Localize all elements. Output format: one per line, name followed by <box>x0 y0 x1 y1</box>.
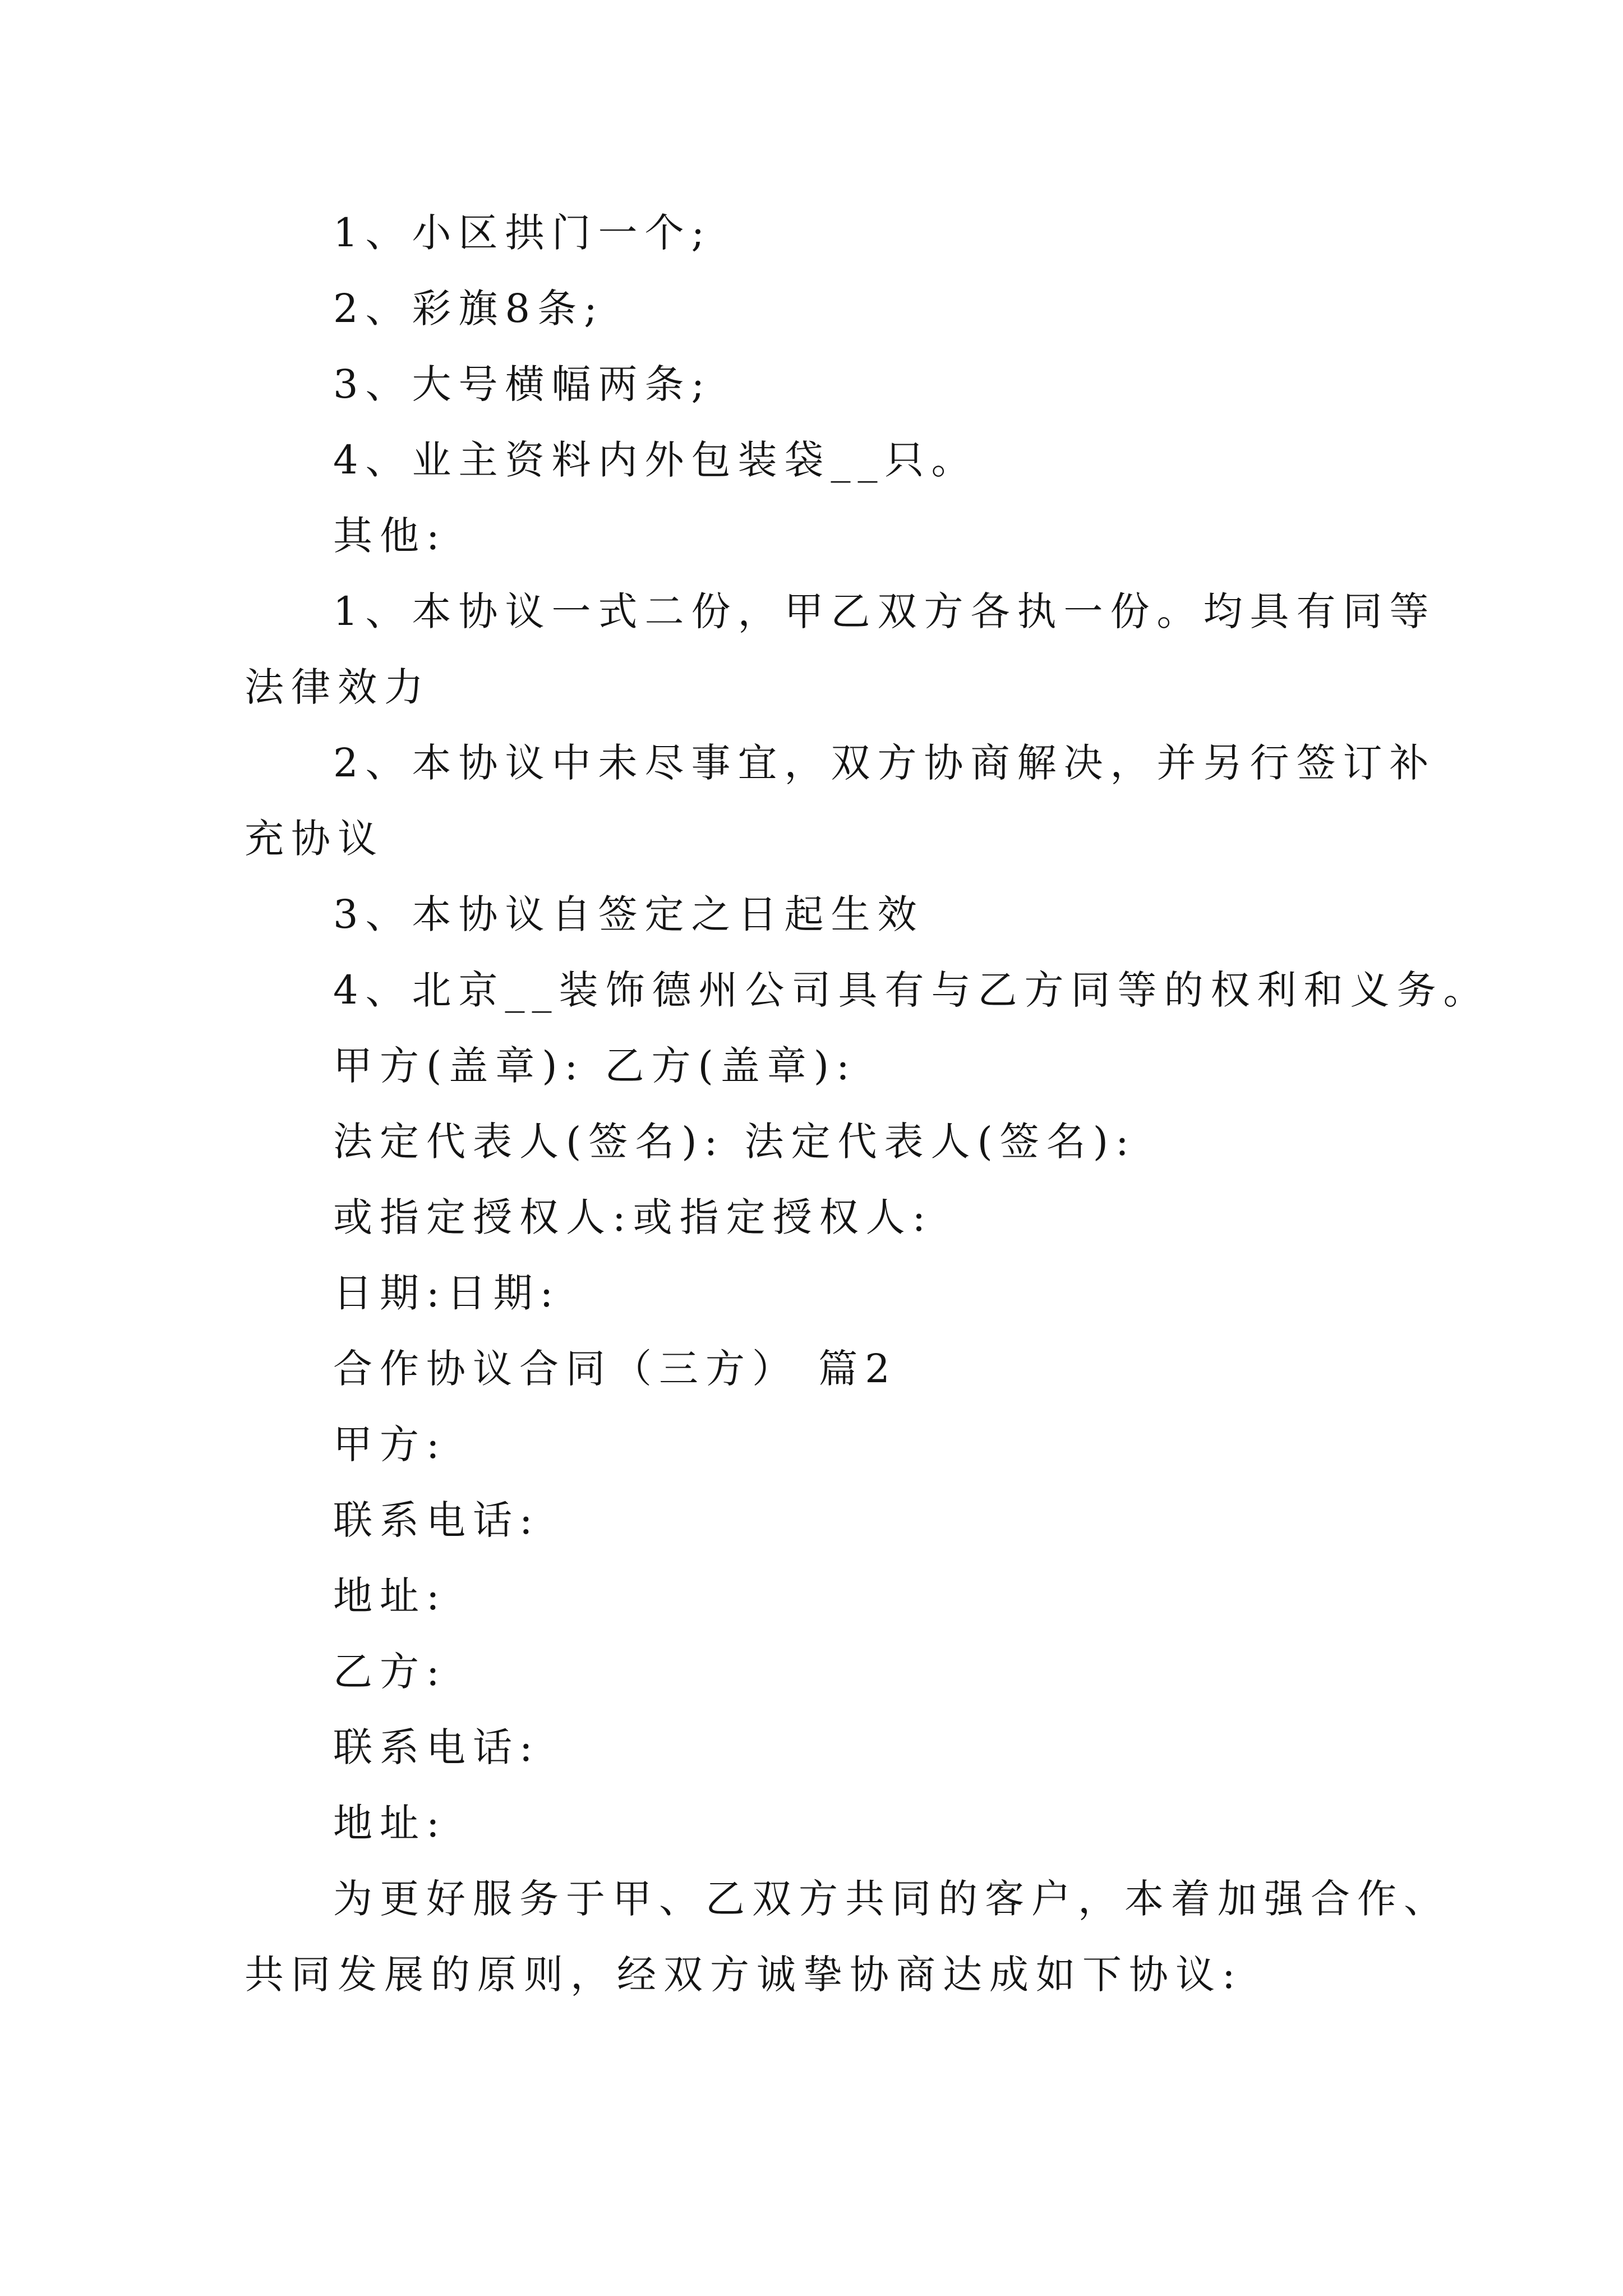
text-line: 联系电话: <box>333 1497 540 1543</box>
text-line: 法律效力 <box>245 664 431 710</box>
text-line: 2、本协议中未尽事宜，双方协商解决，并另行签订补 <box>333 740 1436 786</box>
text-line: 充协议 <box>245 816 384 862</box>
text-line: 甲方: <box>333 1421 447 1467</box>
text-line: 乙方: <box>333 1649 447 1695</box>
text-line: 1、小区拱门一个; <box>333 210 712 256</box>
text-line: 4、业主资料内外包装袋__只。 <box>333 437 978 483</box>
text-line: 其他: <box>333 513 447 559</box>
text-line: 为更好服务于甲、乙双方共同的客户，本着加强合作、 <box>333 1876 1450 1922</box>
text-line: 日期:日期: <box>333 1270 561 1316</box>
text-line: 联系电话: <box>333 1724 540 1770</box>
text-line: 共同发展的原则，经双方诚挚协商达成如下协议: <box>245 1952 1243 1998</box>
text-line: 地址: <box>333 1573 447 1619</box>
text-line: 或指定授权人:或指定授权人: <box>333 1194 933 1240</box>
text-line: 4、北京__装饰德州公司具有与乙方同等的权利和义务。 <box>333 967 1490 1013</box>
text-line: 1、本协议一式二份，甲乙双方各执一份。均具有同等 <box>333 588 1436 634</box>
text-line: 法定代表人(签名): 法定代表人(签名): <box>333 1119 1136 1165</box>
section-heading: 合作协议合同（三方） 篇2 <box>333 1346 897 1392</box>
text-line: 2、彩旗8条; <box>333 286 605 332</box>
text-line: 甲方(盖章): 乙方(盖章): <box>333 1043 857 1089</box>
text-line: 3、本协议自签定之日起生效 <box>333 891 924 937</box>
text-line: 3、大号横幅两条; <box>333 361 712 407</box>
text-line: 地址: <box>333 1800 447 1846</box>
